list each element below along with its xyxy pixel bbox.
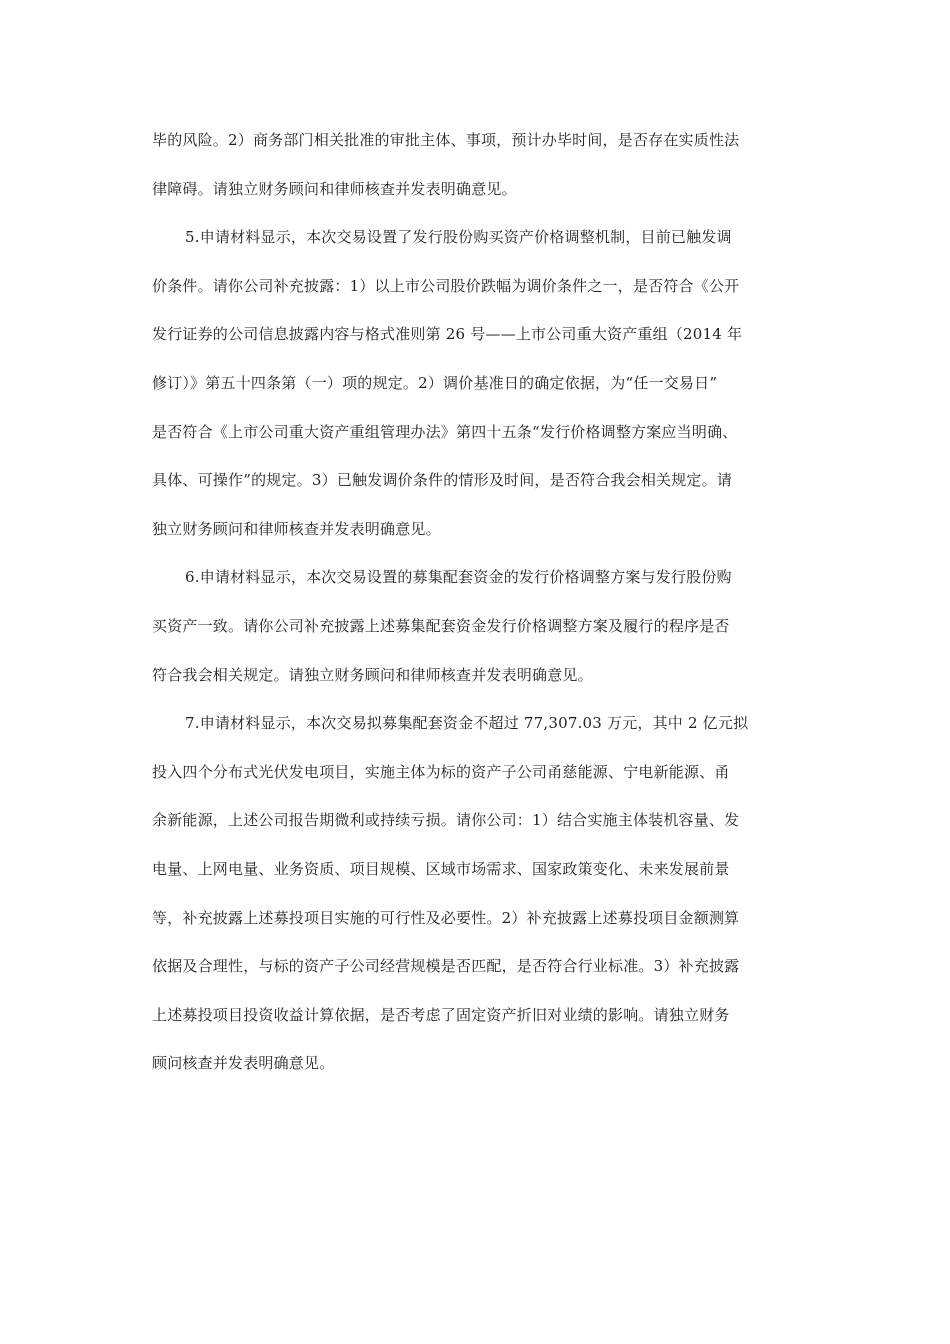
- text-line: 独立财务顾问和律师核查并发表明确意见。: [152, 519, 441, 538]
- text-line: 顾问核查并发表明确意见。: [152, 1054, 335, 1073]
- text-line: 发行证券的公司信息披露内容与格式准则第 26 号——上市公司重大资产重组（2014 年: [152, 325, 743, 344]
- text-line: 价条件。请你公司补充披露：1）以上市公司股价跌幅为调价条件之一，是否符合《公开: [152, 276, 740, 295]
- text-line: 余新能源，上述公司报告期微利或持续亏损。请你公司：1）结合实施主体装机容量、发: [152, 811, 740, 830]
- text-line: 买资产一致。请你公司补充披露上述募集配套资金发行价格调整方案及履行的程序是否: [152, 616, 730, 635]
- text-line: 上述募投项目投资收益计算依据，是否考虑了固定资产折旧对业绩的影响。请独立财务: [152, 1005, 730, 1024]
- text-line: 具体、可操作”的规定。3）已触发调价条件的情形及时间，是否符合我会相关规定。请: [152, 471, 733, 490]
- text-line: 是否符合《上市公司重大资产重组管理办法》第四十五条“发行价格调整方案应当明确、: [152, 422, 738, 441]
- text-line: 修订）》第五十四条第（一）项的规定。2）调价基准日的确定依据，为“任一交易日”: [152, 373, 718, 392]
- paragraph-7-start: 7.申请材料显示，本次交易拟募集配套资金不超过 77,307.03 万元，其中 2 亿元拟: [185, 714, 749, 733]
- text-line: 符合我会相关规定。请独立财务顾问和律师核查并发表明确意见。: [152, 665, 593, 684]
- text-line: 律障碍。请独立财务顾问和律师核查并发表明确意见。: [152, 179, 517, 198]
- paragraph-6-start: 6.申请材料显示，本次交易设置的募集配套资金的发行价格调整方案与发行股份购: [185, 568, 732, 587]
- document-body: [152, 127, 802, 1099]
- text-line: 依据及合理性，与标的资产子公司经营规模是否匹配，是否符合行业标准。3）补充披露: [152, 957, 740, 976]
- text-line: 毕的风险。2）商务部门相关批准的审批主体、事项，预计办毕时间，是否存在实质性法: [152, 131, 740, 149]
- text-line: 电量、上网电量、业务资质、项目规模、区域市场需求、国家政策变化、未来发展前景: [152, 859, 730, 878]
- paragraph-5-start: 5.申请材料显示，本次交易设置了发行股份购买资产价格调整机制，目前已触发调: [185, 228, 732, 247]
- text-line: 投入四个分布式光伏发电项目，实施主体为标的资产子公司甬慈能源、宁电新能源、甬: [152, 762, 730, 781]
- text-line: 等，补充披露上述募投项目实施的可行性及必要性。2）补充披露上述募投项目金额测算: [152, 908, 740, 927]
